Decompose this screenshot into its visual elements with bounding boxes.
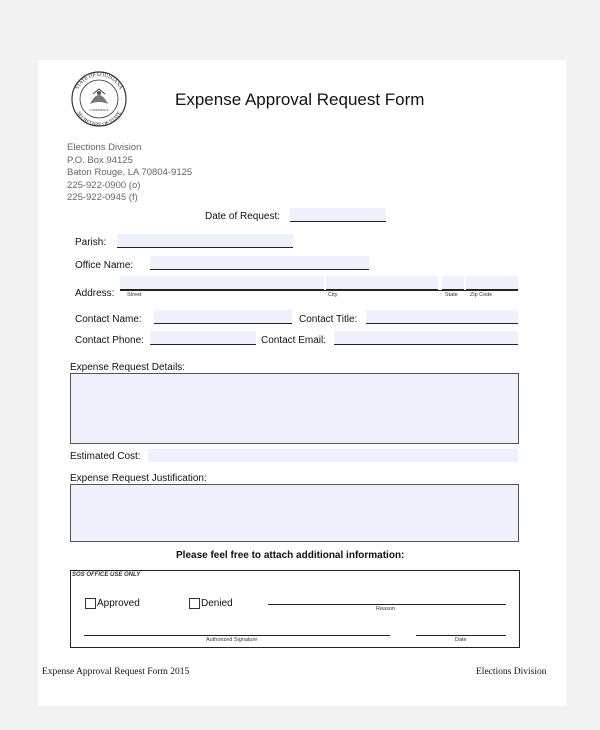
- street-field[interactable]: [120, 276, 324, 290]
- address-label: Address:: [75, 288, 115, 299]
- city-caption: City: [328, 292, 338, 298]
- footer-left: Expense Approval Request Form 2015: [42, 667, 190, 677]
- details-label: Expense Request Details:: [70, 362, 186, 373]
- office-name-label: Office Name:: [75, 260, 134, 271]
- contact-name-label: Contact Name:: [75, 314, 142, 325]
- sos-office-section: [70, 570, 520, 648]
- zip-field[interactable]: [466, 276, 518, 290]
- seal-top-text: STATE OF LOUISIANA: [74, 71, 124, 91]
- state-caption: State: [445, 292, 458, 298]
- state-field[interactable]: [442, 276, 464, 290]
- address-line-division: Elections Division: [67, 142, 142, 153]
- address-line-fax: 225-922-0945 (f): [67, 192, 138, 203]
- footer-right: Elections Division: [476, 667, 547, 677]
- seal-bottom-text: SECRETARY OF STATE: [75, 110, 123, 128]
- city-field[interactable]: [326, 276, 438, 290]
- date-of-request-field[interactable]: [290, 208, 386, 222]
- attach-note: Please feel free to attach additional information:: [176, 550, 405, 561]
- details-textarea[interactable]: [70, 373, 519, 444]
- denied-checkbox[interactable]: [189, 598, 200, 609]
- signature-line: [84, 635, 390, 636]
- estimated-cost-label: Estimated Cost:: [70, 451, 141, 462]
- address-line-city: Baton Rouge, LA 70804-9125: [67, 167, 193, 178]
- seal-motto: CONFIDENCE: [89, 108, 109, 112]
- sos-header: SOS OFFICE USE ONLY: [72, 572, 141, 578]
- contact-title-field[interactable]: [366, 310, 518, 324]
- page-title: Expense Approval Request Form: [175, 90, 425, 109]
- parish-field[interactable]: [117, 234, 293, 248]
- svg-text:STATE OF LOUISIANA: [74, 72, 123, 91]
- date-line: [416, 635, 506, 636]
- street-caption: Street: [127, 292, 142, 298]
- contact-phone-label: Contact Phone:: [75, 335, 144, 346]
- contact-name-field[interactable]: [154, 310, 292, 324]
- contact-phone-field[interactable]: [150, 331, 256, 345]
- approved-label: Approved: [97, 598, 140, 609]
- contact-title-label: Contact Title:: [299, 314, 358, 325]
- justification-label: Expense Request Justification:: [70, 473, 207, 484]
- date-of-request-label: Date of Request:: [205, 211, 281, 222]
- zip-caption: Zip Code: [470, 292, 493, 298]
- date-caption: Date: [455, 637, 467, 643]
- svg-text:SECRETARY OF STATE: [75, 111, 123, 128]
- reason-caption: Reason: [376, 606, 395, 612]
- reason-line: [268, 604, 506, 605]
- address-line-pobox: P.O. Box 94125: [67, 155, 133, 166]
- contact-email-field[interactable]: [334, 331, 518, 345]
- contact-email-label: Contact Email:: [261, 335, 327, 346]
- office-name-field[interactable]: [150, 256, 369, 270]
- approved-checkbox[interactable]: [85, 598, 96, 609]
- state-seal-icon: [60, 70, 138, 128]
- justification-textarea[interactable]: [70, 484, 519, 542]
- address-underline: [120, 290, 518, 291]
- estimated-cost-field[interactable]: [148, 449, 518, 462]
- denied-label: Denied: [201, 598, 233, 609]
- parish-label: Parish:: [75, 237, 107, 248]
- address-line-phone: 225-922-0900 (o): [67, 180, 141, 191]
- signature-caption: Authorized Signature: [206, 637, 258, 643]
